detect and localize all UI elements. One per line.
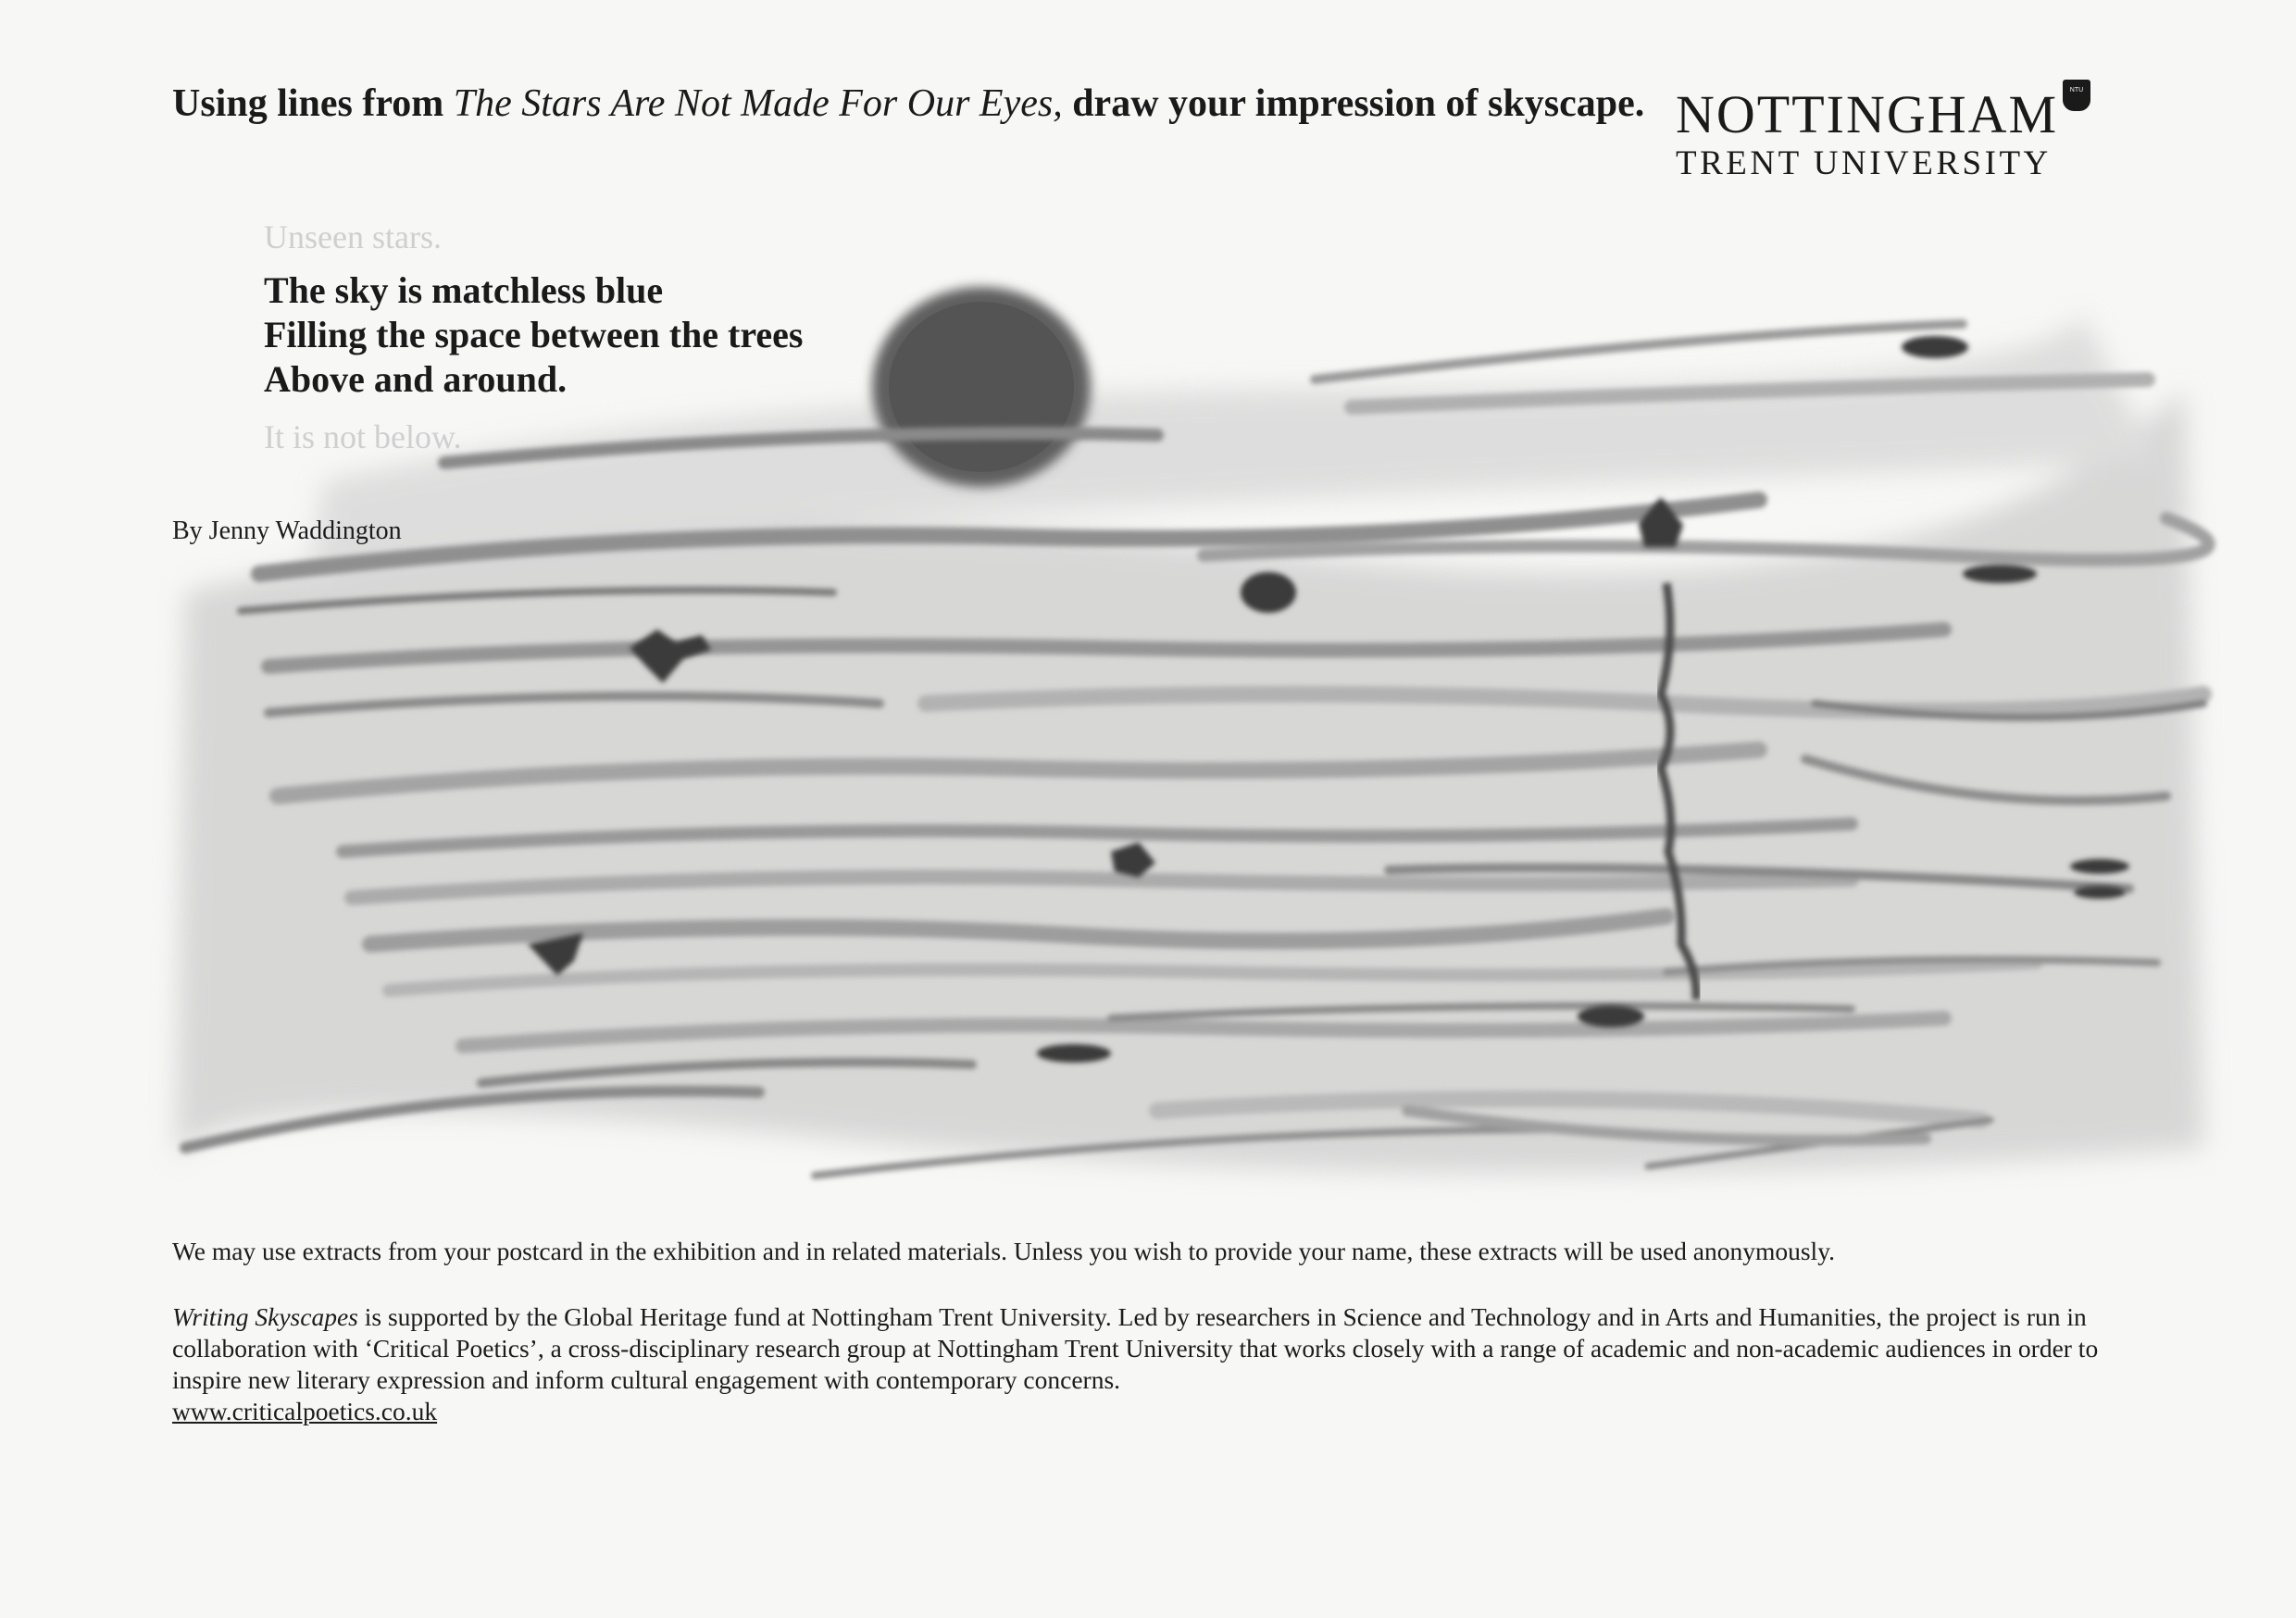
instruction-prefix: Using lines from xyxy=(172,82,454,125)
author-byline: By Jenny Waddington xyxy=(172,517,402,545)
instruction-heading xyxy=(172,80,1653,128)
poem-excerpt xyxy=(264,217,803,457)
website-link[interactable]: www.criticalpoetics.co.uk xyxy=(172,1397,438,1425)
logo-line-2: TRENT UNIVERSITY xyxy=(1676,144,2052,182)
ntu-badge-text: NTU xyxy=(2069,87,2084,93)
poem-line: Above and around. xyxy=(264,358,568,400)
poem-line: Filling the space between the trees xyxy=(264,314,804,355)
logo-line-1: NOTTINGHAM xyxy=(1676,84,2059,144)
poem-faded-line-first: Unseen stars. xyxy=(264,218,442,255)
poem-faded-line-last: It is not below. xyxy=(264,418,462,455)
usage-notice: We may use extracts from your postcard in the exhibition and in related materials. Unless you wish to provide your name, these extracts will be used anonymously. xyxy=(172,1237,1836,1265)
moon-shape xyxy=(872,287,1091,487)
work-title: The Stars Are Not Made For Our Eyes, xyxy=(453,82,1063,125)
project-name: Writing Skyscapes xyxy=(172,1302,358,1331)
project-description xyxy=(172,1301,2126,1427)
ntu-shield-icon xyxy=(2063,80,2090,111)
project-text: is supported by the Global Heritage fund at Nottingham Trent University. Led by researchers in Science and Technology and in Arts and Humanities, the project is run in collaboration with ‘Critical Poetics’, a cross-disciplinary research group at Nottingham Trent University that works closely with a range of academic and non-academic audiences in order to inspire new literary expression and inform cultural engagement with contemporary concerns. xyxy=(172,1302,2099,1394)
poem-line: The sky is matchless blue xyxy=(264,269,664,311)
university-logo xyxy=(1676,84,2092,185)
instruction-suffix: draw your impression of skyscape. xyxy=(1062,82,1645,125)
